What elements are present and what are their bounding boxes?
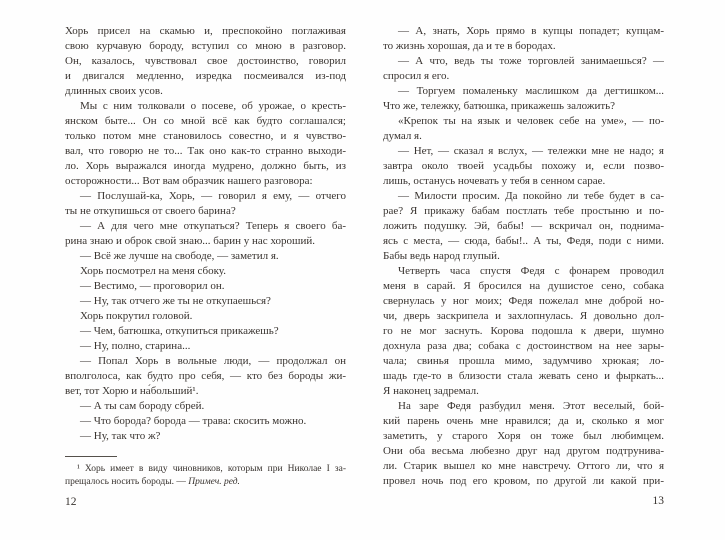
text-line: — Послушай-ка, Хорь, — говорил я ему, — отчего [80,190,346,202]
text-line: — Ну, так отчего же ты не откупаешься? [80,295,271,307]
text-line: Бабы ведь народ глупый. [383,250,500,262]
text-line: кий парень очень мне нравился; да и, сколько я мог [383,415,664,427]
text-line: только потом мне становилось совестно, и я чувство- [65,130,346,142]
text-line: ясь с места, — сюда, бабы!.. А ты, Федя, поди с ними. [383,235,664,247]
text-line: — Чем, батюшка, откупиться прикажешь? [80,325,279,337]
text-line: вет, тот Хорю и на́больший¹. [65,385,199,397]
text-line: Что же, тележку, батюшка, прикажешь заложить? [383,100,616,112]
text-line: чи, дверь заскрипела и захлопнулась. Я довольно дол- [383,310,664,322]
text-line: — Вестимо, — проговорил он. [80,280,225,292]
text-line: — Что борода? борода — трава: скосить можно. [80,415,307,427]
text-line: Мы с ним толковали о посеве, об урожае, о кресть- [80,100,346,112]
text-line: вполголоса, как будто про себя, — кто без бороды жи- [65,370,346,382]
text-line: янском быте... Он со мной всё как будто соглашался; [65,115,346,127]
text-line: думал я. [383,130,422,142]
text-line: го не мог заснуть. Корова подошла к двери, шумно [383,325,664,337]
text-line: Он, казалось, чувствовал свое достоинство, говорил [65,55,346,67]
page-number-left: 12 [65,496,77,508]
text-line: Они оба весьма любезно друг над другом подтрунива- [383,445,664,457]
text-line: — А для чего мне откупаться? Теперь я своего ба- [80,220,346,232]
left-text-column [65,24,346,444]
text-line: меня в сарай. Я бросился на душистое сено, собака [383,280,664,292]
text-line: свою курчавую бороду, вступил со мною в разговор. [65,40,346,52]
page-number-right: 13 [652,495,664,507]
text-line: осторожности... Вот вам образчик нашего разговора: [65,175,313,187]
text-line: заметить, у старого Хоря он тоже был любимцем. [383,430,664,442]
text-line: вал, что говорю не то... Так оно как-то странно выходи- [65,145,346,157]
text-line: Четверть часа спустя Федя с фонарем проводил [398,265,664,277]
text-line: ложить подушку. Эй, бабы! — вскричал он, поднима- [383,220,664,232]
text-line: — Попал Хорь в вольные люди, — продолжал он [80,355,346,367]
text-line: — Торгуем помаленьку маслишком да дегтишком... [398,85,664,97]
text-line: ло. Хорь выражался иногда мудрено, должно быть, из [65,160,346,172]
text-line: Хорь присел на скамью и, преспокойно поглаживая [65,25,346,37]
text-line: и двигался медленно, изредка посмеивался из-под [65,70,346,82]
text-line: дохнула раза два; собака с достоинством на нее зары- [383,340,664,352]
text-line: спросил я его. [383,70,450,82]
text-line: завтра около твоей усадьбы похожу и, если позво- [383,160,664,172]
text-line: — Ну, полно, старина... [80,340,191,352]
footnote-separator [65,456,117,457]
text-line: свернулась у ног моих; Федя пожелал мне доброй но- [383,295,664,307]
text-line: Хорь посмотрел на меня сбоку. [80,265,226,277]
text-line: Я наконец задремал. [383,385,479,397]
page-right [383,24,664,508]
text-line: Хорь покрутил головой. [80,310,193,322]
text-line: провел ночь под его кровом, по другой ли какой при- [383,475,664,487]
text-line: лишь, останусь ночевать у тебя в сенном сарае. [383,175,606,187]
text-line: ты не откупишься от своего барина? [65,205,236,217]
text-line: — Милости просим. Да покойно ли тебе будет в са- [398,190,664,202]
text-line: — А что, ведь ты тоже торговлей занимаешься? — [398,55,664,67]
footnote [65,456,346,488]
text-line: длинных своих усов. [65,85,163,97]
footnote-line: ¹ Хорь имеет в виду чиновников, которым при Николае I за- [77,464,346,474]
footnote-editor-note: Примеч. ред. [188,476,240,487]
text-line: — Ну, так что ж? [80,430,161,442]
text-line: то жизнь хорошая, да и те в бородах. [383,40,556,52]
text-line: «Крепок ты на язык и человек себе на уме», — по- [398,115,664,127]
footnote-line [65,476,346,489]
right-text-column [383,24,664,489]
text-line: чала; свинья прошла мимо, задумчиво хрюкая; ло- [383,355,664,367]
text-line: На заре Федя разбудил меня. Этот веселый, бой- [398,400,664,412]
footnote-text: прещалось носить бороды. — [65,476,189,487]
text-line: рае? Я прикажу бабам постлать тебе простыню и по- [383,205,664,217]
text-line: — А ты сам бороду сбрей. [80,400,205,412]
text-line: — А, знать, Хорь прямо в купцы попадет; купцам- [398,25,664,37]
text-line: ли. Старик вышел ко мне навстречу. Оттого ли, что я [383,460,664,472]
text-line: рина знаю и оброк свой знаю... барин у нас хороший. [65,235,316,247]
text-line: шадь где-то в близости стала жевать сено и фыркать... [383,370,664,382]
text-line: — Нет, — сказал я вслух, — тележки мне не надо; я [398,145,664,157]
page-left [65,24,346,509]
text-line: — Всё же лучше на свободе, — заметил я. [80,250,279,262]
